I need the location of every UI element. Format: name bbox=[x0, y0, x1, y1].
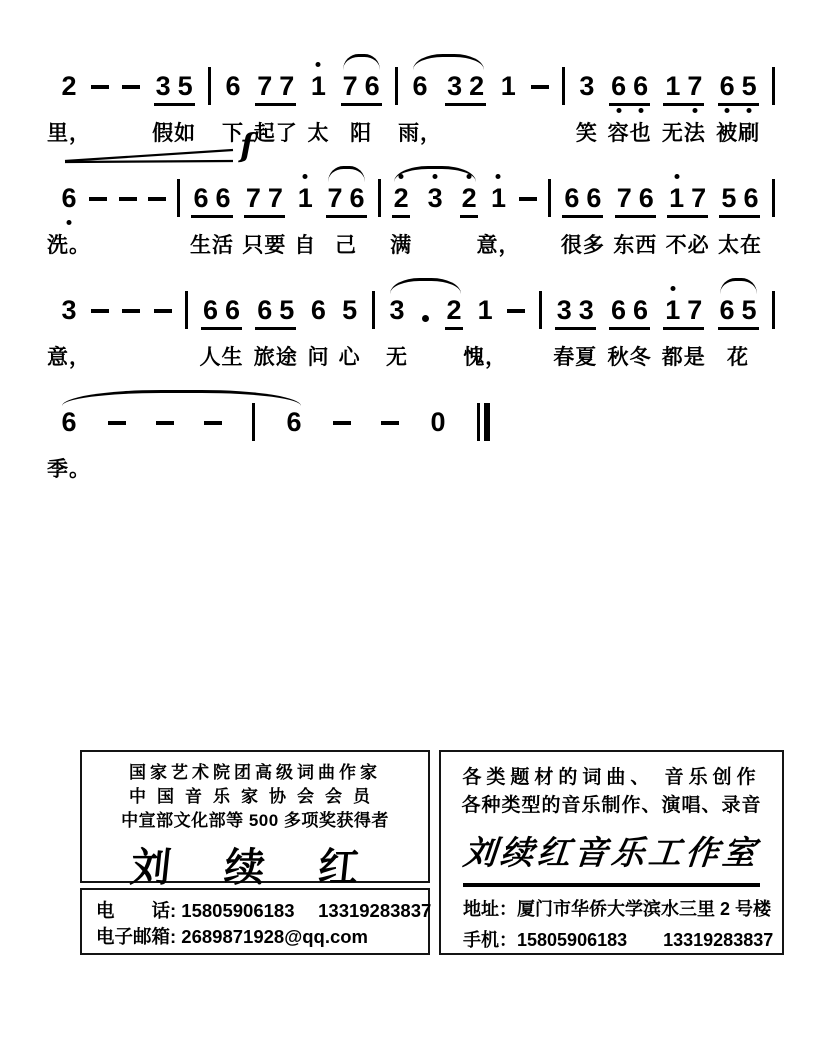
lyric-syllable: 春夏 bbox=[553, 346, 598, 369]
note-number: 6 bbox=[364, 71, 380, 101]
duration-dash bbox=[89, 197, 107, 201]
duration-dash bbox=[148, 197, 166, 201]
note-number: 6 bbox=[215, 183, 231, 213]
note-number: 6 bbox=[719, 295, 735, 325]
author-credentials-box bbox=[80, 750, 430, 891]
note-number: 6 bbox=[310, 295, 326, 325]
note bbox=[445, 294, 463, 330]
note bbox=[268, 182, 283, 214]
rest-note bbox=[429, 406, 447, 438]
slur bbox=[386, 294, 463, 369]
beam-group bbox=[445, 70, 486, 106]
note bbox=[742, 294, 757, 326]
note bbox=[225, 294, 240, 326]
note-number: 2 bbox=[445, 294, 463, 330]
beam-group bbox=[341, 70, 382, 145]
duration-dash bbox=[119, 197, 137, 201]
note-number: 5 bbox=[741, 295, 757, 325]
lyric-syllable: 心 bbox=[338, 346, 361, 369]
email-line: 电子邮箱: 2689871928@qq.com bbox=[96, 926, 369, 947]
lyric-syllable: 下 bbox=[222, 122, 244, 145]
author-card bbox=[80, 750, 430, 955]
duration-dash bbox=[531, 85, 549, 89]
crescendo-hairpin-icon bbox=[64, 146, 236, 170]
note bbox=[216, 182, 231, 214]
forte-dynamic-mark: f bbox=[240, 126, 254, 164]
lyric-syllable: 太 bbox=[307, 122, 330, 145]
note-number: 1 bbox=[477, 295, 493, 325]
credential-line: 中宣部文化部等 500 多项奖获得者 bbox=[121, 811, 389, 830]
note-number: 6 bbox=[225, 71, 241, 101]
barline bbox=[562, 67, 565, 105]
note bbox=[294, 182, 317, 257]
note bbox=[328, 182, 343, 214]
barline bbox=[772, 67, 775, 105]
lyric-syllable: 无法 bbox=[661, 122, 706, 145]
note-number: 7 bbox=[616, 183, 632, 213]
beam-group bbox=[253, 70, 298, 145]
note-number: 7 bbox=[279, 71, 295, 101]
barline bbox=[548, 179, 551, 217]
slur bbox=[390, 182, 478, 257]
author-contact-box bbox=[80, 888, 430, 955]
beam-group bbox=[665, 182, 710, 257]
note bbox=[742, 70, 757, 102]
mobile-line: 手机：15805906183 13319283837 bbox=[463, 929, 774, 950]
note bbox=[743, 182, 758, 214]
note bbox=[617, 182, 632, 214]
note bbox=[579, 294, 594, 326]
note-number: 1 bbox=[310, 71, 326, 101]
note bbox=[257, 294, 272, 326]
note-number: 2 bbox=[460, 182, 478, 218]
note bbox=[586, 182, 601, 214]
note-number: 7 bbox=[687, 295, 703, 325]
note bbox=[386, 294, 408, 369]
note bbox=[222, 70, 244, 145]
lyric-syllable: 雨， bbox=[398, 122, 443, 145]
note-number: 7 bbox=[267, 183, 283, 213]
note bbox=[279, 294, 294, 326]
studio-name-calligraphy: 刘续红音乐工作室 bbox=[461, 833, 762, 872]
duration-dash bbox=[381, 421, 399, 425]
note-number: 7 bbox=[245, 183, 261, 213]
duration-dash bbox=[156, 421, 174, 425]
lyric-syllable: 旅途 bbox=[253, 346, 298, 369]
lyric-syllable: 满 bbox=[390, 234, 413, 257]
note-number: 5 bbox=[741, 71, 757, 101]
note-number: 6 bbox=[193, 183, 209, 213]
slur bbox=[47, 406, 303, 481]
lyric-syllable: 不必 bbox=[665, 234, 710, 257]
lyric-syllable: 阳 bbox=[350, 122, 373, 145]
note-number: 5 bbox=[721, 183, 737, 213]
lyric-syllable: 都是 bbox=[661, 346, 706, 369]
address-line: 地址：厦门市华侨大学滨水三里 2 号楼 bbox=[463, 898, 772, 919]
beam-group bbox=[607, 70, 652, 145]
note-number: 1 bbox=[297, 183, 313, 213]
lyric-syllable: 被刷 bbox=[716, 122, 761, 145]
music-system-3 bbox=[47, 294, 775, 380]
studio-card bbox=[439, 750, 784, 955]
note bbox=[398, 70, 443, 145]
lyric-syllable: 笑 bbox=[575, 122, 598, 145]
note bbox=[633, 70, 648, 102]
note-number: 6 bbox=[202, 295, 218, 325]
note-number: 7 bbox=[257, 71, 273, 101]
note bbox=[564, 182, 579, 214]
lyric-syllable: 秋冬 bbox=[607, 346, 652, 369]
note-number: 0 bbox=[430, 407, 446, 437]
note bbox=[47, 182, 91, 257]
note-number: 1 bbox=[669, 183, 685, 213]
note bbox=[633, 294, 648, 326]
lyric-syllable: 东西 bbox=[613, 234, 658, 257]
note-number: 1 bbox=[665, 71, 681, 101]
note bbox=[687, 294, 702, 326]
lyric-syllable: 无 bbox=[386, 346, 408, 369]
beam-group bbox=[553, 294, 598, 369]
note bbox=[178, 70, 193, 102]
slur bbox=[326, 182, 367, 257]
lyric-syllable: 意， bbox=[476, 234, 521, 257]
barline bbox=[772, 291, 775, 329]
note bbox=[390, 182, 413, 257]
note-number: 6 bbox=[611, 295, 627, 325]
note bbox=[447, 70, 462, 102]
lyric-syllable: 季。 bbox=[47, 458, 91, 481]
beam-group bbox=[661, 294, 706, 369]
note-number: 6 bbox=[61, 183, 77, 213]
thick-bar bbox=[484, 403, 490, 441]
note-number: 5 bbox=[342, 295, 358, 325]
lyric-syllable: 洗。 bbox=[47, 234, 91, 257]
barline bbox=[372, 291, 375, 329]
note-number: 3 bbox=[427, 183, 443, 213]
barline bbox=[378, 179, 381, 217]
author-name-calligraphy: 刘 续 红 bbox=[128, 844, 382, 891]
beam-group bbox=[607, 294, 652, 369]
note bbox=[721, 182, 736, 214]
duration-dash bbox=[122, 309, 140, 313]
note-number: 2 bbox=[392, 182, 410, 218]
note bbox=[307, 294, 330, 369]
beam-group bbox=[242, 182, 287, 257]
note bbox=[47, 294, 91, 369]
duration-dash bbox=[108, 421, 126, 425]
note-number: 5 bbox=[177, 71, 193, 101]
music-system-1 bbox=[47, 70, 775, 156]
note bbox=[307, 70, 330, 145]
note-number: 6 bbox=[611, 71, 627, 101]
note bbox=[575, 70, 598, 145]
note-number: 3 bbox=[155, 71, 171, 101]
slur bbox=[398, 70, 486, 145]
note-number: 6 bbox=[638, 183, 654, 213]
note bbox=[343, 70, 358, 102]
note-number: 3 bbox=[447, 71, 463, 101]
note bbox=[203, 294, 218, 326]
note bbox=[193, 182, 208, 214]
note bbox=[611, 294, 626, 326]
beam-group bbox=[718, 294, 759, 369]
sheet-music bbox=[0, 0, 831, 492]
note bbox=[665, 70, 680, 102]
note-number: 6 bbox=[412, 71, 428, 101]
note bbox=[47, 406, 91, 481]
lyric-syllable: 自 bbox=[294, 234, 317, 257]
note-number: 3 bbox=[578, 295, 594, 325]
note bbox=[426, 182, 444, 218]
credential-line: 国家艺术院团高级词曲作家 bbox=[129, 763, 381, 782]
note-number: 7 bbox=[691, 183, 707, 213]
barline bbox=[395, 67, 398, 105]
beam-group bbox=[613, 182, 658, 257]
note bbox=[476, 182, 521, 257]
beam-group bbox=[560, 182, 605, 257]
lyric-syllable: 人生 bbox=[199, 346, 244, 369]
note bbox=[350, 182, 365, 214]
slur bbox=[341, 70, 382, 145]
note-number: 3 bbox=[579, 71, 595, 101]
note-number: 6 bbox=[224, 295, 240, 325]
note-number: 1 bbox=[490, 183, 506, 213]
thin-bar bbox=[477, 403, 480, 441]
lyric-syllable: 很多 bbox=[560, 234, 605, 257]
note bbox=[47, 70, 91, 145]
final-barline bbox=[477, 403, 490, 441]
note bbox=[365, 70, 380, 102]
note-number: 6 bbox=[286, 407, 302, 437]
note-number: 6 bbox=[633, 295, 649, 325]
note-number: 1 bbox=[665, 295, 681, 325]
note-number: 7 bbox=[342, 71, 358, 101]
note bbox=[285, 406, 303, 441]
lyric-syllable: 己 bbox=[335, 234, 358, 257]
note-number: 6 bbox=[61, 407, 77, 437]
beam-group bbox=[152, 70, 197, 145]
note bbox=[279, 70, 294, 102]
note-number: 6 bbox=[633, 71, 649, 101]
barline bbox=[252, 403, 255, 441]
note bbox=[463, 294, 508, 369]
barline bbox=[539, 291, 542, 329]
lyric-syllable: 太在 bbox=[717, 234, 762, 257]
lyric-syllable: 只要 bbox=[242, 234, 287, 257]
duration-dash bbox=[519, 197, 537, 201]
contact-cards bbox=[80, 750, 831, 955]
note bbox=[639, 182, 654, 214]
note bbox=[156, 70, 171, 102]
note-number: 3 bbox=[556, 295, 572, 325]
beam-group bbox=[199, 294, 244, 369]
lyric-syllable: 问 bbox=[307, 346, 330, 369]
beam-group bbox=[661, 70, 706, 145]
note bbox=[246, 182, 261, 214]
note-number: 6 bbox=[743, 183, 759, 213]
duration-dash bbox=[122, 85, 140, 89]
duration-dash bbox=[154, 309, 172, 313]
duration-dash bbox=[91, 309, 109, 313]
beam-group bbox=[253, 294, 298, 369]
credential-line: 中国音乐家协会会员 bbox=[129, 787, 381, 806]
note-number: 6 bbox=[257, 295, 273, 325]
note bbox=[469, 70, 484, 102]
note-number: 6 bbox=[719, 71, 735, 101]
lyric-syllable: 愧， bbox=[463, 346, 508, 369]
note-number: 6 bbox=[586, 183, 602, 213]
note-number: 6 bbox=[564, 183, 580, 213]
duration-dash bbox=[333, 421, 351, 425]
note-number: 1 bbox=[500, 71, 516, 101]
barline bbox=[208, 67, 211, 105]
note bbox=[338, 294, 361, 369]
note-number: 5 bbox=[279, 295, 295, 325]
service-line: 各类题材的词曲、 音乐创作 bbox=[462, 767, 761, 788]
beam-group bbox=[717, 182, 762, 257]
note-number: 2 bbox=[61, 71, 77, 101]
note-number: 6 bbox=[349, 183, 365, 213]
divider-line bbox=[463, 883, 760, 887]
note bbox=[720, 70, 735, 102]
duration-dash bbox=[204, 421, 222, 425]
slur bbox=[718, 294, 759, 369]
note bbox=[687, 70, 702, 102]
lyric-syllable: 里， bbox=[47, 122, 91, 145]
note bbox=[257, 70, 272, 102]
note-number: 2 bbox=[469, 71, 485, 101]
barline bbox=[185, 291, 188, 329]
note bbox=[720, 294, 735, 326]
lyric-syllable: 意， bbox=[47, 346, 91, 369]
lyric-syllable: 假如 bbox=[152, 122, 197, 145]
note-number: 3 bbox=[389, 295, 405, 325]
duration-dash bbox=[91, 85, 109, 89]
note bbox=[669, 182, 684, 214]
lyric-syllable: 花 bbox=[727, 346, 750, 369]
lyric-syllable: 生活 bbox=[190, 234, 235, 257]
lyric-syllable: 起了 bbox=[253, 122, 298, 145]
barline bbox=[177, 179, 180, 217]
note bbox=[611, 70, 626, 102]
note bbox=[691, 182, 706, 214]
music-system-4 bbox=[47, 406, 480, 492]
lyric-syllable: 容也 bbox=[607, 122, 652, 145]
service-line: 各种类型的音乐制作、演唱、录音 bbox=[461, 795, 762, 816]
beam-group bbox=[716, 70, 761, 145]
note-number: 7 bbox=[327, 183, 343, 213]
beam-group bbox=[190, 182, 235, 257]
note bbox=[460, 182, 478, 218]
note bbox=[665, 294, 680, 326]
note-number: 7 bbox=[687, 71, 703, 101]
note bbox=[557, 294, 572, 326]
barline bbox=[772, 179, 775, 217]
phone-line: 电 话: 15805906183 13319283837 bbox=[96, 900, 432, 921]
duration-dash bbox=[507, 309, 525, 313]
note-number: 3 bbox=[61, 295, 77, 325]
augmentation-dot bbox=[422, 315, 429, 322]
beam-group bbox=[326, 182, 367, 257]
note bbox=[499, 70, 517, 102]
